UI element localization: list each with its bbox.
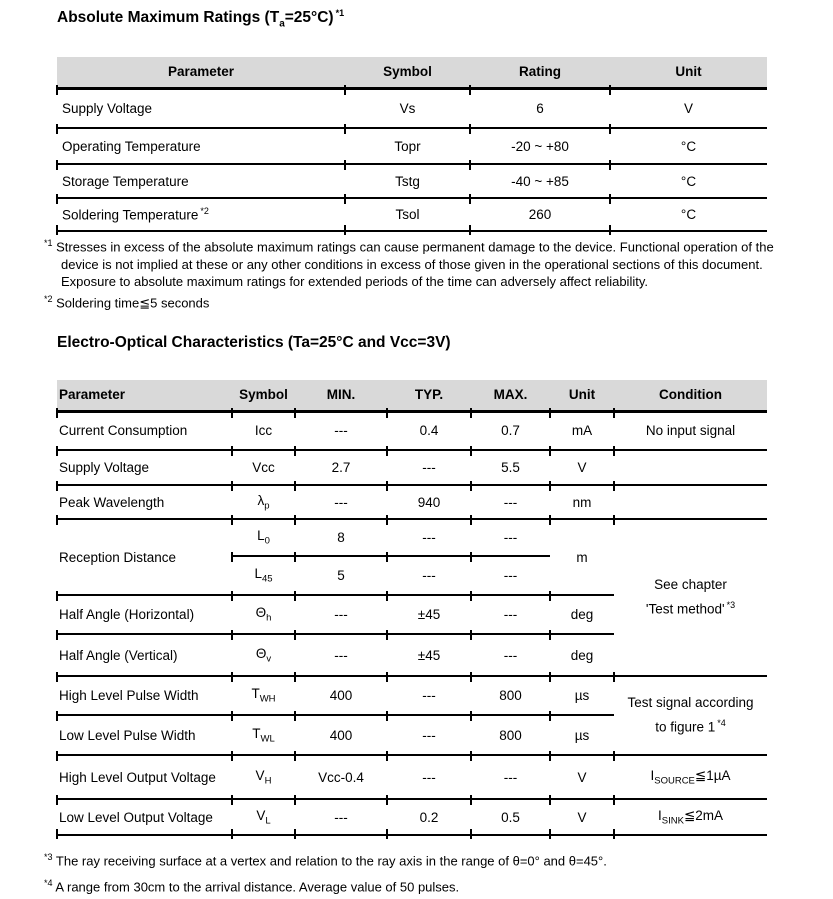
symbol-base: λ [257,492,265,508]
footnote [44,872,824,898]
footnote-ref: *2 [200,206,209,217]
cell-parameter: High Level Output Voltage [57,755,232,799]
footnote-mark: *4 [44,878,53,889]
electro-optical-table [57,380,767,836]
cell-max: --- [471,556,550,595]
cell-unit: V [550,755,614,799]
cell-parameter: Low Level Pulse Width [57,715,232,755]
cell-symbol: Tstg [345,164,470,198]
header-row [57,57,767,88]
cell-unit: V [550,799,614,835]
cell-symbol [232,676,295,715]
cell-min: 2.7 [295,450,387,485]
cell-typ: 0.4 [387,411,471,450]
symbol-base: Θ [255,645,267,661]
abs-max-ratings-table [57,57,767,232]
table-row [57,128,767,164]
table-row [57,519,767,556]
cell-min: --- [295,634,387,676]
cell-symbol [232,519,295,556]
cell-symbol [232,715,295,755]
cell-symbol [232,755,295,799]
col-header-unit: Unit [610,57,767,88]
cell-unit: nm [550,485,614,519]
symbol-base: L [254,566,262,582]
cell-min: --- [295,595,387,634]
cell-symbol [232,485,295,519]
cell-symbol: Tsol [345,198,470,231]
title-text: Absolute Maximum Ratings (T [57,9,280,27]
cell-max: 0.7 [471,411,550,450]
title-text: =25°C) [284,9,334,27]
cell-max: --- [471,755,550,799]
col-header-min: MIN. [295,380,387,411]
symbol-base: Θ [255,605,267,621]
symbol-subscript: 45 [261,574,273,586]
table-row [57,164,767,198]
cell-max: --- [471,595,550,634]
table-row [57,676,767,715]
cell-unit: mA [550,411,614,450]
cell-parameter [57,198,345,231]
cell-unit: deg [550,595,614,634]
cell-parameter: Storage Temperature [57,164,345,198]
electro-optical-title: Electro-Optical Characteristics (Ta=25°C and Vcc=3V) [57,334,451,351]
col-header-symbol: Symbol [232,380,295,411]
footnote-text: The ray receiving surface at a vertex and relation to the ray axis in the range of θ=0° and θ=45°. [55,853,607,869]
cell-parameter: Supply Voltage [57,450,232,485]
cell-unit: m [550,519,614,595]
footnote-mark: *1 [44,238,53,248]
cell-symbol [232,556,295,595]
col-header-unit: Unit [550,380,614,411]
cell-rating: 260 [470,198,610,231]
header-row [57,380,767,411]
electro-optical-footnotes [44,846,824,899]
cell-condition: No input signal [614,411,767,450]
condition-line: to figure 1 [655,719,716,735]
cell-typ: --- [387,755,471,799]
col-header-symbol: Symbol [345,57,470,88]
cell-rating: -40 ~ +85 [470,164,610,198]
cell-parameter: Peak Wavelength [57,485,232,519]
symbol-base: V [255,767,265,783]
cell-unit: deg [550,634,614,676]
condition-line: See chapter [654,577,727,593]
condition-rest: ≦1µA [694,767,731,783]
cell-unit: V [550,450,614,485]
cell-condition-test-method [614,519,767,676]
cell-condition [614,450,767,485]
cell-unit: °C [610,164,767,198]
footnote [44,846,824,872]
table-row [57,485,767,519]
cell-min: 400 [295,676,387,715]
cell-parameter: Half Angle (Horizontal) [57,595,232,634]
cell-max: --- [471,634,550,676]
cell-max: --- [471,519,550,556]
cell-typ: --- [387,519,471,556]
abs-max-footnotes [44,235,812,312]
cell-unit: µs [550,676,614,715]
condition-subscript: SOURCE [654,775,695,787]
cell-parameter: Reception Distance [57,519,232,595]
footnote-mark: *3 [44,852,53,862]
title-subscript: a [279,18,285,30]
symbol-subscript: p [264,500,270,512]
footnote-mark: *2 [44,293,53,304]
cell-min: Vcc-0.4 [295,755,387,799]
cell-symbol: Vs [345,88,470,128]
cell-symbol: Icc [232,411,295,450]
cell-typ: --- [387,450,471,485]
cell-max: 5.5 [471,450,550,485]
cell-parameter: Current Consumption [57,411,232,450]
cell-typ: 0.2 [387,799,471,835]
condition-base: I [657,807,662,823]
cell-typ: 940 [387,485,471,519]
cell-unit: °C [610,128,767,164]
symbol-subscript: WH [259,694,276,706]
table-row [57,88,767,128]
cell-min: --- [295,799,387,835]
cell-unit: µs [550,715,614,755]
cell-min: 400 [295,715,387,755]
symbol-subscript: H [264,775,272,787]
footnote-text: Stresses in excess of the absolute maximum ratings can cause permanent damage to the device. Functional operation of the device is not implied at these or any other conditions in excess of those given in the operational sections of this document. Exposure to absolute maximum ratings for extended periods of the time can adversely affect reliability. [56,239,774,290]
footnote-ref: *1 [335,8,345,18]
col-header-condition: Condition [614,380,767,411]
cell-max: 800 [471,715,550,755]
symbol-subscript: L [265,815,271,827]
cell-typ: --- [387,676,471,715]
condition-line: Test signal according [627,695,754,711]
cell-symbol [232,634,295,676]
cell-max: --- [471,485,550,519]
symbol-base: T [252,725,261,741]
footnote-ref: *4 [717,718,726,729]
cell-min: 8 [295,519,387,556]
cell-parameter: Operating Temperature [57,128,345,164]
cell-typ: --- [387,556,471,595]
symbol-subscript: WL [260,733,275,745]
table-row [57,198,767,231]
cell-symbol [232,595,295,634]
col-header-parameter: Parameter [57,57,345,88]
table-row [57,799,767,835]
cell-unit: °C [610,198,767,231]
footnote-ref: *3 [726,600,736,611]
condition-line: 'Test method' [645,601,725,617]
cell-condition [614,799,767,835]
condition-base: I [650,767,655,783]
symbol-base: V [256,807,266,823]
cell-min: 5 [295,556,387,595]
table-row [57,411,767,450]
footnote [44,235,812,291]
cell-parameter: Low Level Output Voltage [57,799,232,835]
symbol-base: L [257,528,265,544]
symbol-subscript: 0 [264,536,270,548]
table-row [57,450,767,485]
symbol-subscript: v [266,653,272,665]
cell-condition [614,755,767,799]
symbol-base: T [251,686,260,702]
cell-parameter: High Level Pulse Width [57,676,232,715]
col-header-parameter: Parameter [57,380,232,411]
footnote-text: A range from 30cm to the arrival distance. Average value of 50 pulses. [55,879,460,895]
cell-text: Soldering Temperature [62,207,199,223]
cell-symbol: Topr [345,128,470,164]
cell-min: --- [295,485,387,519]
cell-max: 800 [471,676,550,715]
table-row [57,755,767,799]
col-header-rating: Rating [470,57,610,88]
symbol-subscript: h [266,613,272,625]
col-header-max: MAX. [471,380,550,411]
cell-condition-test-signal [614,676,767,755]
cell-symbol: Vcc [232,450,295,485]
abs-max-ratings-title [57,8,344,29]
cell-symbol [232,799,295,835]
cell-unit: V [610,88,767,128]
condition-subscript: SINK [661,815,684,827]
cell-typ: ±45 [387,595,471,634]
col-header-typ: TYP. [387,380,471,411]
cell-rating: -20 ~ +80 [470,128,610,164]
cell-rating: 6 [470,88,610,128]
footnote [44,291,812,312]
cell-typ: --- [387,715,471,755]
cell-condition [614,485,767,519]
cell-max: 0.5 [471,799,550,835]
cell-typ: ±45 [387,634,471,676]
cell-parameter: Supply Voltage [57,88,345,128]
condition-rest: ≦2mA [683,807,724,823]
cell-min: --- [295,411,387,450]
footnote-text: Soldering time≦5 seconds [56,295,210,311]
cell-parameter: Half Angle (Vertical) [57,634,232,676]
